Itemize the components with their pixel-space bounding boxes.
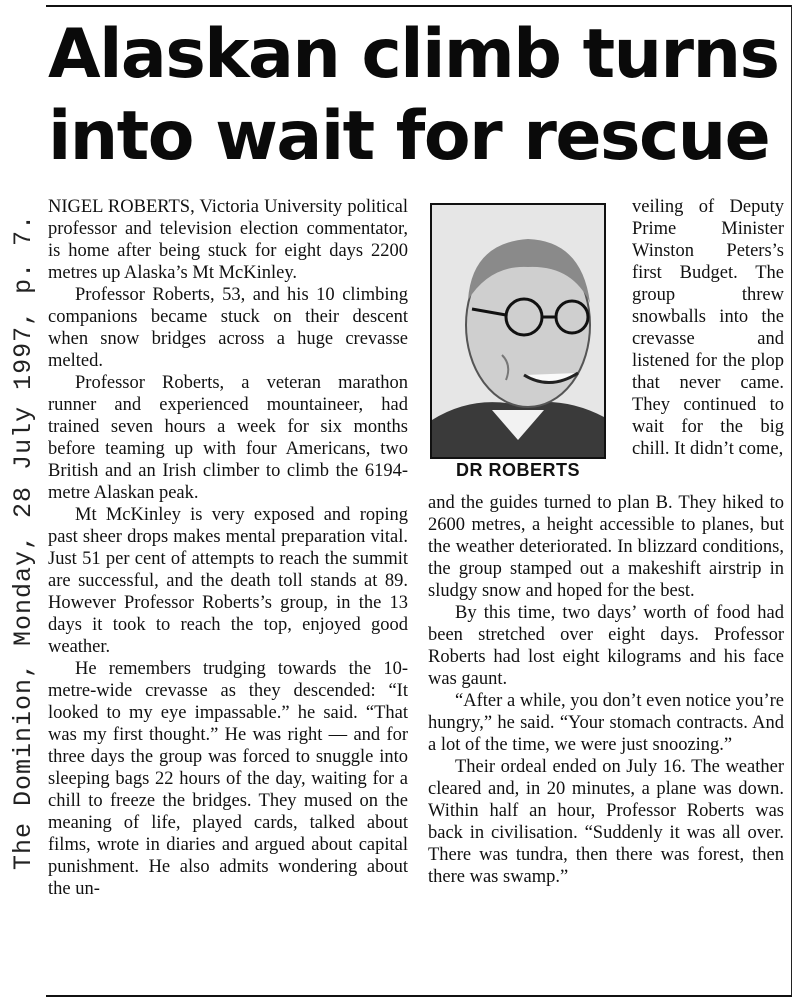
right-border (791, 5, 792, 997)
source-citation: The Dominion, Monday, 28 July 1997, p. 7. (9, 213, 38, 870)
photo-caption: DR ROBERTS (455, 460, 580, 480)
paragraph: By this time, two days’ worth of food had been stretched over eight days. Professor Roberts had lost eight kilograms and his face was gaunt. (428, 603, 784, 689)
article-column-2-top (632, 196, 784, 460)
paragraph: Professor Roberts, a veteran marathon runner and experienced mountaineer, had trained seven hours a week for six months before teaming up with four Americans, two British and an Irish climber to climb the 6194-metre Alaskan peak. (48, 373, 408, 503)
paragraph: Mt McKinley is very exposed and roping past sheer drops makes mental preparation vital. Just 51 per cent of attempts to reach the summit are successful, and the death toll stands at 89. However Professor Roberts’s group, in the 13 days it took to reach the top, enjoyed good weather. (48, 505, 408, 657)
article-column-2-bottom (428, 492, 784, 888)
portrait-illustration (432, 205, 604, 457)
paragraph: He remembers trudging towards the 10-metre-wide crevasse as they descended: “It looked to my eye impassable.” he said. “That was my first thought.” He was right — and for three days the group was forced to snuggle into sleeping bags 22 hours of the day, waiting for a chill to freeze the bridges. They mused on the meaning of life, played cards, talked about films, wrote in diaries and argued about capital punishment. He also admits wondering about the un- (48, 659, 408, 899)
article-column-1 (48, 196, 408, 900)
headline-line-2: into wait for rescue (48, 97, 770, 176)
bottom-rule (46, 995, 792, 997)
headline-line-1: Alaskan climb turns (48, 15, 779, 94)
top-rule (46, 5, 792, 7)
paragraph: veiling of Deputy Prime Minister Winston Peters’s first Budget. The group threw snowballs into the crevasse and listened for the plop that never came. They continued to wait for the big chill. It didn’t come, (632, 197, 784, 459)
headline (48, 14, 788, 178)
paragraph: NIGEL ROBERTS, Victoria University political professor and television election commentator, is home after being stuck for eight days 2200 metres up Alaska’s Mt McKinley. (48, 197, 408, 283)
paragraph: Professor Roberts, 53, and his 10 climbing companions became stuck on their descent when snow bridges across a huge crevasse melted. (48, 285, 408, 371)
paragraph: Their ordeal ended on July 16. The weather cleared and, in 20 minutes, a plane was down. Within half an hour, Professor Roberts was back in civilisation. “Suddenly it was all over. There was tundra, then there was forest, then there was swamp.” (428, 757, 784, 887)
paragraph: and the guides turned to plan B. They hiked to 2600 metres, a height accessible to planes, but the weather deteriorated. In blizzard conditions, the group stamped out a makeshift airstrip in sludgy snow and hoped for the best. (428, 493, 784, 601)
paragraph: “After a while, you don’t even notice you’re hungry,” he said. “Your stomach contracts. And a lot of the time, we were just snoozing.” (428, 691, 784, 755)
portrait-photo (430, 203, 606, 459)
